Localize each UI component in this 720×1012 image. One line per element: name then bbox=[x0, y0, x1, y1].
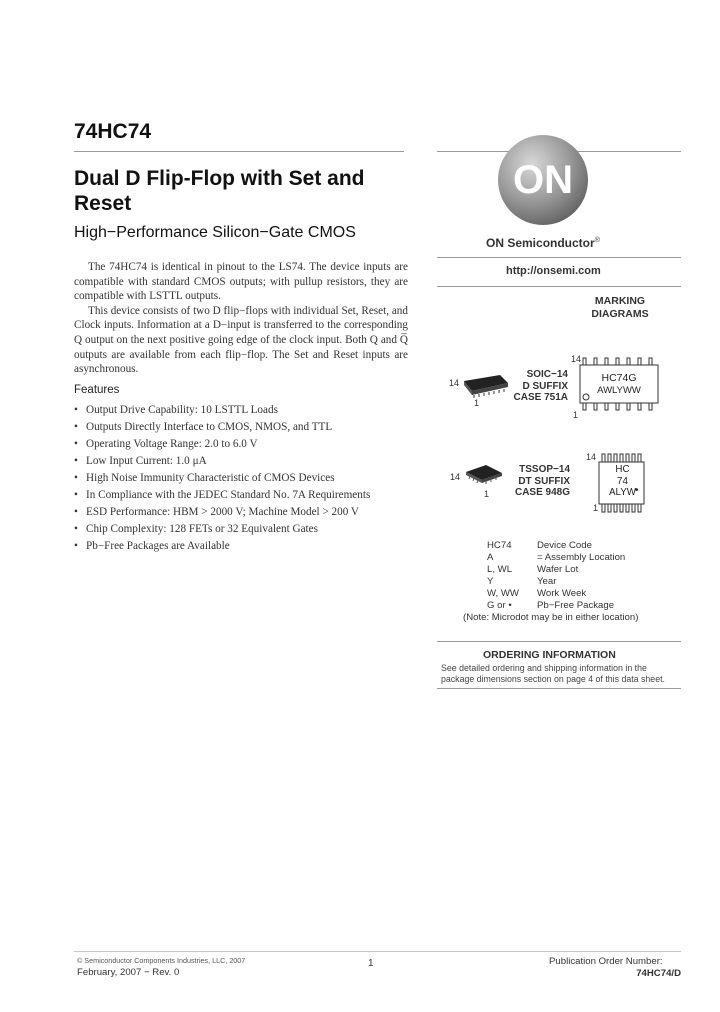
soic-package-label: SOIC−14 D SUFFIX CASE 751A bbox=[513, 369, 568, 403]
tssop-marking-pin-1: 1 bbox=[593, 503, 599, 513]
soic-marking-line-2: AWLYWW bbox=[597, 385, 641, 396]
soic-pin-14-label: 14 bbox=[449, 378, 460, 388]
tssop-package-drawing bbox=[462, 461, 506, 487]
feature-item: • Pb−Free Packages are Available bbox=[74, 540, 230, 552]
tssop-pin-1-label: 1 bbox=[484, 489, 490, 499]
description bbox=[74, 260, 408, 377]
brand-rule bbox=[437, 257, 681, 258]
feature-item: • High Noise Immunity Characteristic of CMOS Devices bbox=[74, 472, 335, 484]
on-semiconductor-logo bbox=[497, 134, 589, 226]
legend-description: Year bbox=[537, 576, 557, 587]
legend-code: G or • bbox=[487, 600, 512, 611]
header-rule-left bbox=[74, 151, 404, 152]
ordering-rule-top bbox=[437, 641, 681, 642]
ordering-information-title: ORDERING INFORMATION bbox=[483, 649, 616, 661]
legend-description: = Assembly Location bbox=[537, 552, 626, 563]
legend-code: W, WW bbox=[487, 588, 519, 599]
legend-code: A bbox=[487, 552, 494, 563]
tssop-marking-pin-14: 14 bbox=[586, 452, 597, 462]
legend-description: Pb−Free Package bbox=[537, 600, 615, 611]
legend-code: Y bbox=[487, 576, 494, 587]
description-paragraph-2: This device consists of two D flip−flops with individual Set, Reset, and Clock inputs. Information at a D−input is transferred to the corresponding Q output on the next positive going edge of the clock input. Both Q and Q̅ outputs are available from each flip−flop. The Set and Reset inputs are asynchronous. bbox=[74, 304, 408, 376]
feature-item: • Low Input Current: 1.0 μA bbox=[74, 455, 207, 467]
tssop-package-label: TSSOP−14 DT SUFFIX CASE 948G bbox=[514, 464, 570, 498]
description-paragraph-1: The 74HC74 is identical in pinout to the LS74. The device inputs are compatible with standard CMOS outputs; with pullup resistors, they are compatible with LSTTL outputs. bbox=[74, 261, 408, 303]
ordering-information-text: See detailed ordering and shipping information in the package dimensions section on page 4 of this data sheet. bbox=[441, 663, 665, 684]
website-link[interactable]: http://onsemi.com bbox=[506, 265, 601, 277]
legend-code: L, WL bbox=[487, 564, 513, 575]
feature-item: • Chip Complexity: 128 FETs or 32 Equivalent Gates bbox=[74, 523, 318, 535]
ordering-rule-bottom bbox=[437, 688, 681, 689]
tssop-marking-dot: • bbox=[635, 485, 639, 496]
part-number: 74HC74 bbox=[74, 120, 152, 143]
soic-marking-line-1: HC74G bbox=[601, 372, 637, 384]
page-number: 1 bbox=[368, 958, 374, 969]
brand-name: ON Semiconductor® bbox=[486, 236, 600, 250]
features-heading: Features bbox=[74, 384, 120, 396]
footer-copyright: © Semiconductor Components Industries, LLC, 2007 bbox=[77, 956, 246, 965]
legend-description: Wafer Lot bbox=[537, 564, 579, 575]
marking-diagrams-title: MARKING DIAGRAMS bbox=[591, 295, 649, 320]
feature-item: • ESD Performance: HBM > 2000 V; Machine Model > 200 V bbox=[74, 506, 360, 518]
feature-item: • Output Drive Capability: 10 LSTTL Loads bbox=[74, 404, 278, 416]
soic-marking-pin-1: 1 bbox=[573, 410, 579, 420]
features-list bbox=[74, 402, 414, 555]
website-rule bbox=[437, 286, 681, 287]
footer-date: February, 2007 − Rev. 0 bbox=[77, 967, 180, 978]
logo-text: ON bbox=[513, 158, 573, 202]
legend-code: HC74 bbox=[487, 540, 512, 551]
feature-item: • In Compliance with the JEDEC Standard No. 7A Requirements bbox=[74, 489, 371, 501]
soic-pin-1-label: 1 bbox=[474, 398, 480, 408]
feature-item: • Outputs Directly Interface to CMOS, NMOS, and TTL bbox=[74, 421, 333, 433]
publication-order-number: 74HC74/D bbox=[636, 968, 681, 979]
legend-description: Device Code bbox=[537, 540, 592, 551]
footer-rule bbox=[74, 951, 681, 952]
document-title: Dual D Flip-Flop with Set and Reset bbox=[74, 167, 365, 215]
legend-description: Work Week bbox=[537, 588, 587, 599]
document-subtitle: High−Performance Silicon−Gate CMOS bbox=[74, 224, 356, 241]
soic-package-drawing bbox=[460, 371, 512, 399]
soic-marking-pin-14: 14 bbox=[571, 354, 582, 364]
tssop-pin-14-label: 14 bbox=[450, 472, 461, 482]
publication-order-label: Publication Order Number: bbox=[549, 956, 663, 967]
tssop-marking-text: HC 74 ALYW bbox=[608, 464, 637, 498]
legend-note: (Note: Microdot may be in either location) bbox=[463, 612, 639, 623]
feature-item: • Operating Voltage Range: 2.0 to 6.0 V bbox=[74, 438, 258, 450]
